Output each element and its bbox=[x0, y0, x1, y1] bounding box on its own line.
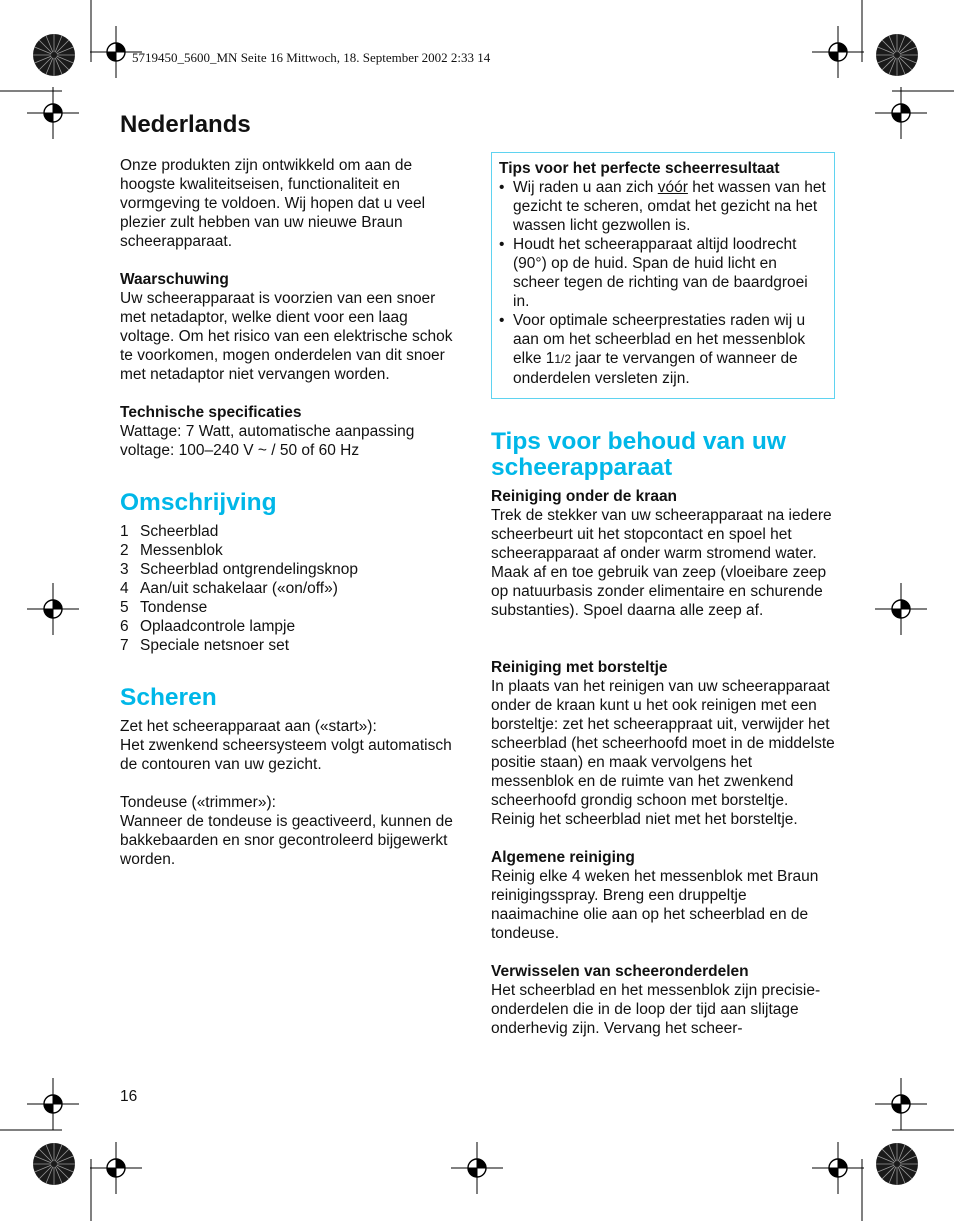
page-title: Nederlands bbox=[120, 111, 251, 138]
specs-line-wattage: Wattage: 7 Watt, automatische aanpassing bbox=[120, 423, 415, 440]
tips-list bbox=[499, 178, 826, 388]
item-label: Oplaadcontrole lampje bbox=[140, 618, 296, 635]
item-number: 1 bbox=[120, 523, 129, 540]
fraction: 1/2 bbox=[554, 352, 572, 366]
item-label: Scheerblad ontgrendelingsknop bbox=[140, 561, 359, 578]
item-number: 6 bbox=[120, 618, 129, 635]
item-number: 5 bbox=[120, 599, 129, 616]
list-item bbox=[120, 541, 465, 560]
tap-heading: Reiniging onder de kraan bbox=[491, 488, 678, 505]
tip-text: Houdt het scheerapparaat altijd loodrecht (90°) op de huid. Span de huid licht en scheer tegen de richting van de baardgroei in. bbox=[513, 236, 808, 310]
description-heading: Omschrijving bbox=[120, 489, 277, 516]
brush-heading: Reiniging met borsteltje bbox=[491, 659, 668, 676]
replace-heading: Verwisselen van scheeronderdelen bbox=[491, 963, 749, 980]
list-item bbox=[120, 636, 465, 655]
print-header: 5719450_5600_MN Seite 16 Mittwoch, 18. September 2002 2:33 14 bbox=[132, 50, 491, 65]
page-number: 16 bbox=[120, 1088, 138, 1105]
list-item bbox=[120, 617, 465, 636]
item-label: Aan/uit schakelaar («on/off») bbox=[140, 580, 338, 597]
item-number: 2 bbox=[120, 542, 129, 559]
shaving-heading: Scheren bbox=[120, 684, 217, 711]
bullet-icon: • bbox=[499, 312, 505, 329]
replace-text: Het scheerblad en het messenblok zijn precisie-onderdelen die in de loop der tijd aan slijtage onderhevig zijn. Vervang het scheer- bbox=[491, 982, 821, 1037]
list-item bbox=[499, 235, 826, 311]
tip-text: Wij raden u aan zich vóór het wassen van het gezicht te scheren, omdat het gezicht na het wassen licht gezwollen is. bbox=[513, 179, 826, 234]
bullet-icon: • bbox=[499, 179, 505, 196]
intro-paragraph: Onze produkten zijn ontwikkeld om aan de hoogste kwaliteitseisen, functionaliteit en vormgeving te voldoen. Wij hopen dat u veel plezier zult hebben van uw nieuwe Braun scheerapparaat. bbox=[120, 157, 426, 250]
warning-text: Uw scheerapparaat is voorzien van een snoer met netadaptor, welke dient voor een laag voltage. Om het risico van een elektrische schok te voorkomen, mogen onderdelen van dit snoer met netadaptor niet vervangen worden. bbox=[120, 290, 453, 383]
trimmer-line: Tondeuse («trimmer»): bbox=[120, 794, 276, 811]
tap-text: Trek de stekker van uw scheerapparaat na iedere scheerbeurt uit het stopcontact en spoel het scheerapparaat af onder warm stromend water. Maak af en toe gebruik van zeep (vloeibare zeep op natuurbasis zonder elimentaire en schurende substanties). Spoel daarna alle zeep af. bbox=[491, 507, 832, 619]
brush-text: In plaats van het reinigen van uw scheerapparaat onder de kraan kunt u het ook reinigen met een borsteltje: zet het scheerappraat uit, verwijder het scheerblad (het scheerhoofd moet in de middelste positie staan) en maak vervolgens het messenblok en de ruimte van het zwenkend scheerhoofd grondig schoon met borsteltje. bbox=[491, 678, 835, 809]
item-label: Messenblok bbox=[140, 542, 223, 559]
specs-line-voltage: voltage: 100–240 V ~ / 50 of 60 Hz bbox=[120, 442, 360, 459]
brush-note: Reinig het scheerblad niet met het borsteltje. bbox=[491, 811, 798, 828]
tips-box bbox=[491, 152, 835, 399]
emphasis-text: vóór bbox=[657, 179, 688, 196]
warning-heading: Waarschuwing bbox=[120, 271, 229, 288]
item-label: Tondense bbox=[140, 599, 208, 616]
tips-heading: Tips voor het perfecte scheerresultaat bbox=[499, 160, 780, 177]
list-item bbox=[499, 311, 826, 388]
bullet-icon: • bbox=[499, 236, 505, 253]
trimmer-text: Wanneer de tondeuse is geactiveerd, kunnen de bakkebaarden en snor gecontroleerd bijgewerkt worden. bbox=[120, 813, 453, 868]
general-text: Reinig elke 4 weken het messenblok met Braun reinigingsspray. Breng een druppeltje naaimachine olie aan op het scheerblad en de tondeuse. bbox=[491, 868, 819, 942]
item-label: Speciale netsnoer set bbox=[140, 637, 290, 654]
care-heading: Tips voor behoud van uw scheerapparaat bbox=[491, 428, 786, 481]
item-label: Scheerblad bbox=[140, 523, 219, 540]
item-number: 3 bbox=[120, 561, 129, 578]
list-item bbox=[120, 522, 465, 541]
item-number: 4 bbox=[120, 580, 129, 597]
list-item bbox=[120, 579, 465, 598]
specs-heading: Technische specificaties bbox=[120, 404, 302, 421]
description-list bbox=[120, 522, 465, 655]
list-item bbox=[120, 598, 465, 617]
list-item bbox=[499, 178, 826, 235]
shaving-text: Het zwenkend scheersysteem volgt automatisch de contouren van uw gezicht. bbox=[120, 737, 452, 773]
tip-text: Voor optimale scheerprestaties raden wij u aan om het scheerblad en het messenblok elke 11/2 jaar te vervangen of wanneer de onderdelen versleten zijn. bbox=[513, 312, 806, 387]
shaving-start-line: Zet het scheerapparaat aan («start»): bbox=[120, 718, 377, 735]
right-column bbox=[491, 152, 835, 1038]
left-column bbox=[120, 110, 465, 869]
general-heading: Algemene reiniging bbox=[491, 849, 635, 866]
list-item bbox=[120, 560, 465, 579]
item-number: 7 bbox=[120, 637, 129, 654]
